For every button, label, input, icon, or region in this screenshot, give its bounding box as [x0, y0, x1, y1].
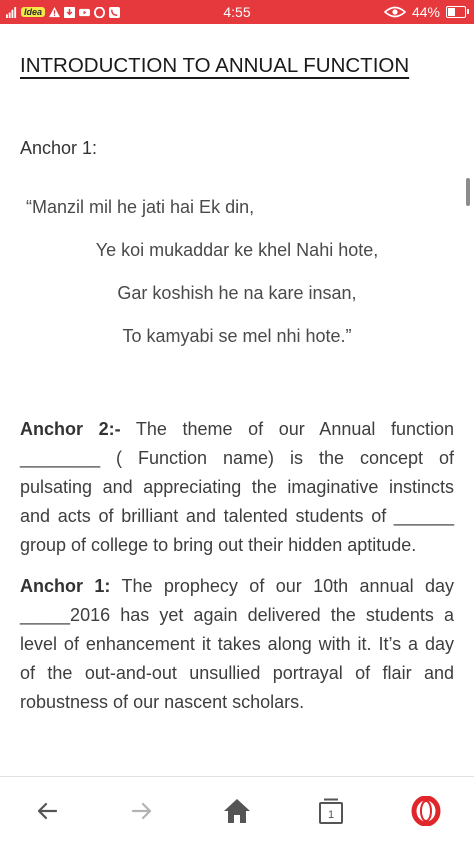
tabs-icon — [317, 797, 345, 825]
status-icons-right — [384, 0, 466, 24]
paragraph-anchor-2 — [20, 415, 454, 560]
anchor-label: Anchor 1: — [20, 138, 98, 158]
tabs-count: 1 — [327, 809, 335, 821]
youtube-icon — [79, 7, 90, 18]
missed-call-icon — [109, 7, 120, 18]
warning-icon — [49, 7, 60, 18]
status-icons-left — [0, 7, 120, 18]
signal-icon — [6, 7, 17, 18]
browser-bottom-bar — [0, 776, 474, 843]
article — [20, 50, 454, 717]
home-icon — [223, 798, 251, 824]
home-button[interactable] — [221, 795, 253, 827]
poem-line: Gar koshish he na kare insan, — [117, 283, 357, 303]
poem — [20, 197, 454, 369]
back-button[interactable] — [31, 795, 63, 827]
paragraph-label: Anchor 2:- — [20, 419, 121, 439]
poem-line: Ye koi mukaddar ke khel Nahi hote, — [95, 240, 379, 260]
battery-percent: 44% — [411, 4, 440, 20]
arrow-left-icon — [35, 799, 59, 823]
forward-button[interactable] — [126, 795, 158, 827]
paragraph-text: The prophecy of our 10th annual day _____2016 has yet again delivered the students a level of enhancement it takes along with it. It’s a day of the out-and-out unsullied portrayal of flair and robustness of our nascent scholars. — [20, 576, 454, 712]
page-title: INTRODUCTION TO ANNUAL FUNCTION — [20, 54, 410, 77]
carrier-badge: Idea — [21, 7, 45, 17]
opera-logo-icon — [411, 796, 441, 826]
opera-status-icon — [94, 7, 105, 18]
poem-line: To kamyabi se mel nhi hote.” — [122, 326, 352, 346]
battery-level-fill — [448, 8, 455, 16]
opera-menu-button[interactable] — [410, 795, 442, 827]
battery-icon — [446, 6, 466, 18]
download-icon — [64, 7, 75, 18]
tabs-button[interactable] — [315, 795, 347, 827]
paragraph-label: Anchor 1: — [20, 576, 111, 596]
poem-line: “Manzil mil he jati hai Ek din, — [26, 197, 255, 217]
paragraph-anchor-1 — [20, 572, 454, 717]
arrow-right-icon — [130, 799, 154, 823]
clock: 4:55 — [223, 4, 251, 20]
eye-comfort-icon — [384, 6, 406, 18]
paragraph-text: The theme of our Annual function ________ ( Function name) is the concept of pulsating and appreciating the imaginative instincts and acts of brilliant and talented students of ______ group of college to bring out their hidden aptitude. — [20, 419, 454, 555]
scrollbar[interactable] — [466, 178, 470, 206]
status-bar — [0, 0, 474, 24]
